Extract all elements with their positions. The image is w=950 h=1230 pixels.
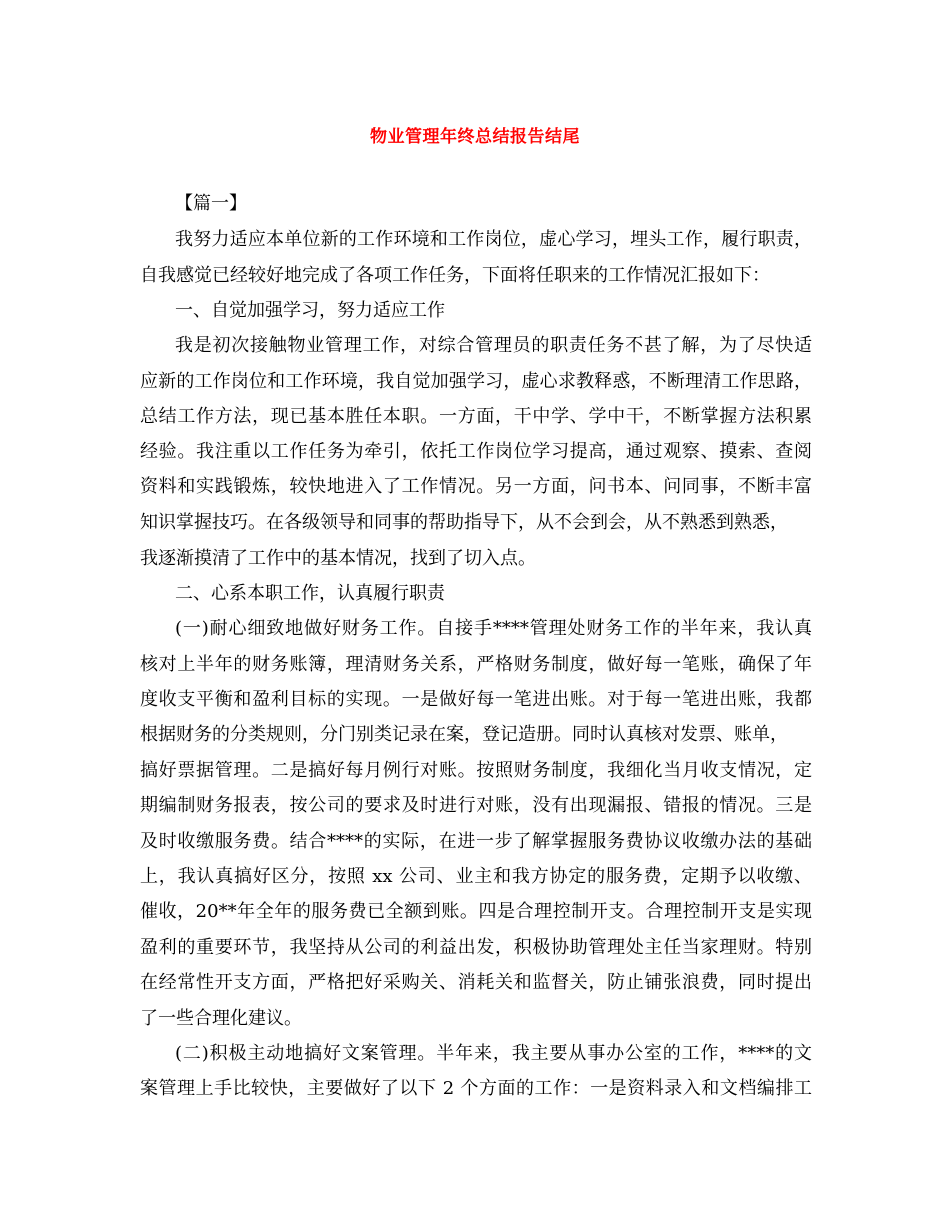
section-heading: 一、自觉加强学习，努力适应工作 (175, 300, 445, 321)
paragraph-line: 盈利的重要环节，我坚持从公司的利益出发，积极协助管理处主任当家理财。特别 (140, 937, 812, 958)
paragraph-line: 自我感觉已经较好地完成了各项工作任务，下面将任职来的工作情况汇报如下： (140, 265, 770, 286)
paragraph-line: 我努力适应本单位新的工作环境和工作岗位，虚心学习，埋头工作，履行职责， (175, 229, 812, 250)
paragraph-line: 核对上半年的财务账簿，理清财务关系，严格财务制度，做好每一笔账，确保了年 (140, 654, 812, 675)
paragraph-line: 搞好票据管理。二是搞好每月例行对账。按照财务制度，我细化当月收支情况，定 (140, 760, 812, 781)
section-label: 【篇一】 (175, 193, 247, 214)
paragraph-line: 我是初次接触物业管理工作，对综合管理员的职责任务不甚了解，为了尽快适 (175, 335, 812, 356)
section-heading: 二、心系本职工作，认真履行职责 (175, 583, 445, 604)
paragraph-line: 上，我认真搞好区分，按照 xx 公司、业主和我方协定的服务费，定期予以收缴、 (140, 866, 812, 887)
paragraph-line: 在经常性开支方面，严格把好采购关、消耗关和监督关，防止铺张浪费，同时提出 (140, 972, 812, 993)
paragraph-line: 应新的工作岗位和工作环境，我自觉加强学习，虚心求教释惑，不断理清工作思路， (140, 371, 812, 392)
paragraph-line: 及时收缴服务费。结合****的实际，在进一步了解掌握服务费协议收缴办法的基础 (140, 831, 812, 852)
paragraph-line: (二)积极主动地搞好文案管理。半年来，我主要从事办公室的工作，****的文 (175, 1043, 812, 1064)
paragraph-line: 资料和实践锻炼，较快地进入了工作情况。另一方面，问书本、问同事，不断丰富 (140, 476, 812, 497)
paragraph-line: 案管理上手比较快，主要做好了以下 2 个方面的工作：一是资料录入和文档编排工 (140, 1078, 812, 1099)
paragraph-line: 催收，20**年全年的服务费已全额到账。四是合理控制开支。合理控制开支是实现 (140, 901, 812, 922)
paragraph-line: 知识掌握技巧。在各级领导和同事的帮助指导下，从不会到会，从不熟悉到熟悉， (140, 512, 788, 533)
paragraph-line: 经验。我注重以工作任务为牵引，依托工作岗位学习提高，通过观察、摸索、查阅 (140, 441, 812, 462)
paragraph-line: 我逐渐摸清了工作中的基本情况，找到了切入点。 (140, 548, 536, 569)
paragraph-line: 根据财务的分类规则，分门别类记录在案，登记造册。同时认真核对发票、账单， (140, 724, 788, 745)
paragraph-line: 期编制财务报表，按公司的要求及时进行对账，没有出现漏报、错报的情况。三是 (140, 795, 812, 816)
paragraph-line: 度收支平衡和盈利目标的实现。一是做好每一笔进出账。对于每一笔进出账，我都 (140, 689, 812, 710)
paragraph-line: 总结工作方法，现已基本胜任本职。一方面，干中学、学中干，不断掌握方法积累 (140, 406, 812, 427)
paragraph-line: 了一些合理化建议。 (140, 1008, 302, 1029)
document-title: 物业管理年终总结报告结尾 (370, 127, 580, 147)
paragraph-line: (一)耐心细致地做好财务工作。自接手****管理处财务工作的半年来，我认真 (175, 618, 812, 639)
